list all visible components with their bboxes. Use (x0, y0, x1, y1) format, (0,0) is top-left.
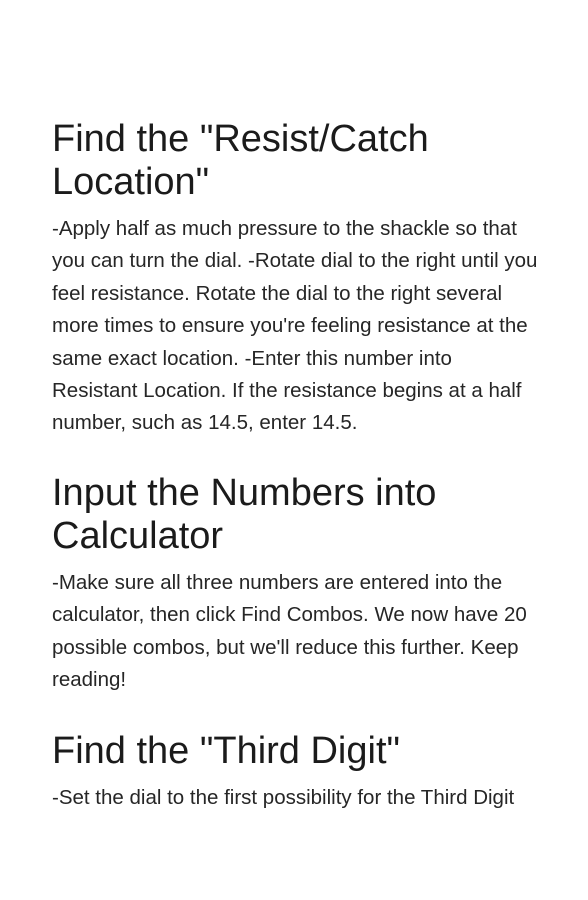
section-spacer (52, 440, 542, 472)
section-body-input-numbers: -Make sure all three numbers are entered into the calculator, then click Find Combos. We now have 20 possible combos, but we'll reduce this further. Keep reading! (52, 570, 527, 692)
article-content (52, 118, 542, 815)
section-title-input-numbers: Input the Numbers into Calculator (52, 471, 437, 557)
section-title-resist-location: Find the "Resist/Catch Location" (52, 118, 429, 203)
section-body-resist-location: -Apply half as much pressure to the shackle so that you can turn the dial. -Rotate dial to the right until you feel resistance. Rotate the dial to the right several more times to ensure you're feeling resistance at the same exact location. -Enter this number into Resistant Location. If the resistance begins at a half number, such as 14.5, enter 14.5. (52, 217, 538, 435)
section-body-third-digit: -Set the dial to the first possibility for the Third Digit (52, 786, 515, 810)
section-spacer (52, 696, 542, 730)
section-title-third-digit: Find the "Third Digit" (52, 730, 400, 773)
